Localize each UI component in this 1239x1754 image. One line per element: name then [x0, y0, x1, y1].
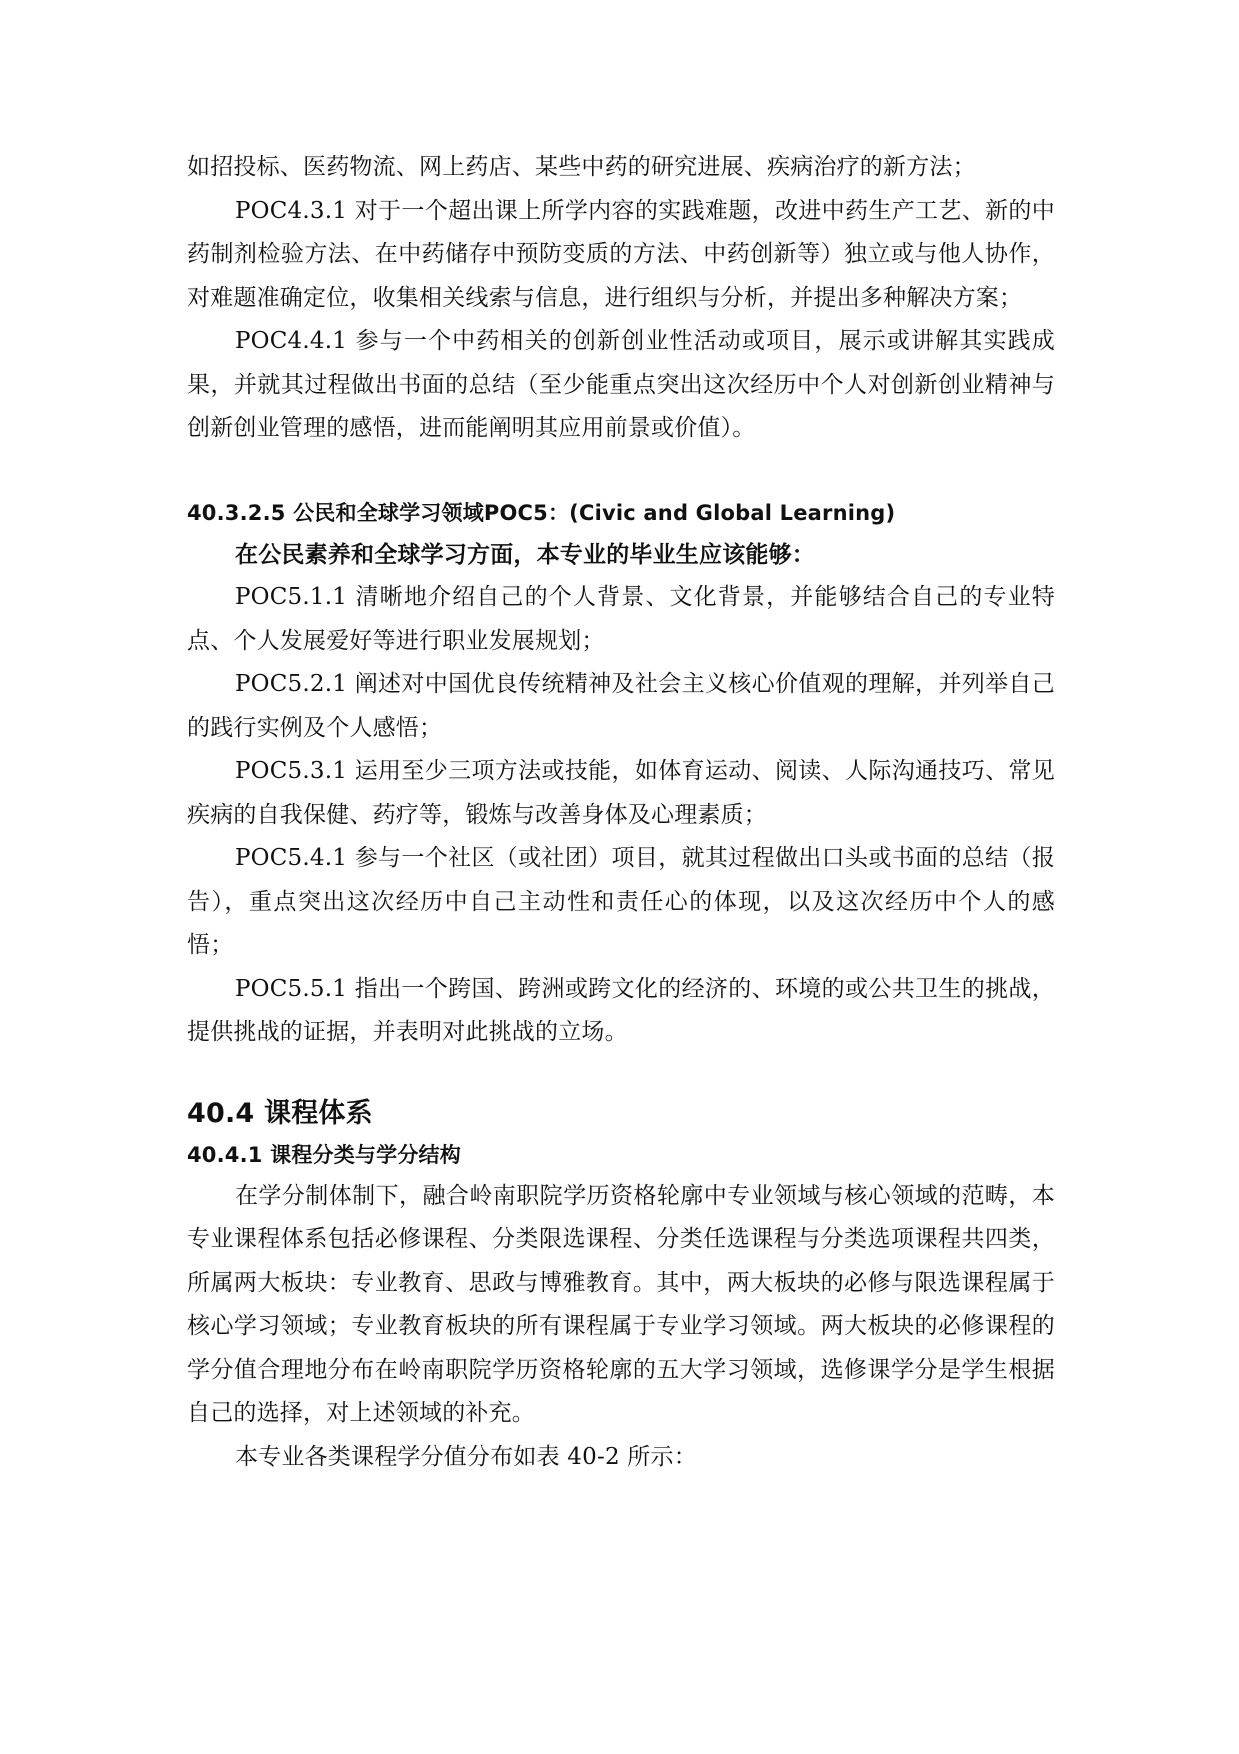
- paragraph-poc4-3-1: POC4.3.1 对于一个超出课上所学内容的实践难题，改进中药生产工艺、新的中药制剂检验方法、在中药储存中预防变质的方法、中药创新等）独立或与他人协作，对难题准确定位，收集相关线索与信息，进行组织与分析，并提出多种解决方案；: [187, 197, 1055, 311]
- paragraph-poc5-4-1: POC5.4.1 参与一个社区（或社团）项目，就其过程做出口头或书面的总结（报告），重点突出这次经历中自己主动性和责任心的体现，以及这次经历中个人的感悟；: [187, 845, 1055, 958]
- heading-40-4-1: 40.4.1 课程分类与学分结构: [187, 1142, 461, 1167]
- paragraph-poc5-2-1: POC5.2.1 阐述对中国优良传统精神及社会主义核心价值观的理解，并列举自己的践行实例及个人感悟；: [187, 671, 1055, 741]
- heading-40-4: 40.4 课程体系: [187, 1097, 373, 1129]
- paragraph-poc5-3-1: POC5.3.1 运用至少三项方法或技能，如体育运动、阅读、人际沟通技巧、常见疾病的自我保健、药疗等，锻炼与改善身体及心理素质；: [187, 758, 1055, 828]
- paragraph-curriculum-system: 在学分制体制下，融合岭南职院学历资格轮廓中专业领域与核心领域的范畴，本专业课程体系包括必修课程、分类限选课程、分类任选课程与分类选项课程共四类，所属两大板块：专业教育、思政与博雅教育。其中，两大板块的必修与限选课程属于核心学习领域；专业教育板块的所有课程属于专业学习领域。两大板块的必修课程的学分值合理地分布在岭南职院学历资格轮廓的五大学习领域，选修课学分是学生根据自己的选择，对上述领域的补充。: [187, 1182, 1055, 1426]
- document-page: [187, 146, 1055, 1479]
- paragraph-continuation: 如招投标、医药物流、网上药店、某些中药的研究进展、疾病治疗的新方法；: [187, 154, 976, 180]
- paragraph-poc5-5-1: POC5.5.1 指出一个跨国、跨洲或跨文化的经济的、环境的或公共卫生的挑战，提供挑战的证据，并表明对此挑战的立场。: [187, 975, 1055, 1045]
- paragraph-poc5-1-1: POC5.1.1 清晰地介绍自己的个人背景、文化背景，并能够结合自己的专业特点、个人发展爱好等进行职业发展规划；: [187, 584, 1055, 654]
- heading-poc5: 40.3.2.5 公民和全球学习领域POC5：(Civic and Global Learning): [187, 500, 896, 525]
- poc5-lead: 在公民素养和全球学习方面，本专业的毕业生应该能够：: [235, 540, 815, 568]
- paragraph-table-reference: 本专业各类课程学分值分布如表 40-2 所示：: [235, 1443, 697, 1470]
- paragraph-poc4-4-1: POC4.4.1 参与一个中药相关的创新创业性活动或项目，展示或讲解其实践成果，并就其过程做出书面的总结（至少能重点突出这次经历中个人对创新创业精神与创新创业管理的感悟，进而能阐明其应用前景或价值）。: [187, 328, 1055, 441]
